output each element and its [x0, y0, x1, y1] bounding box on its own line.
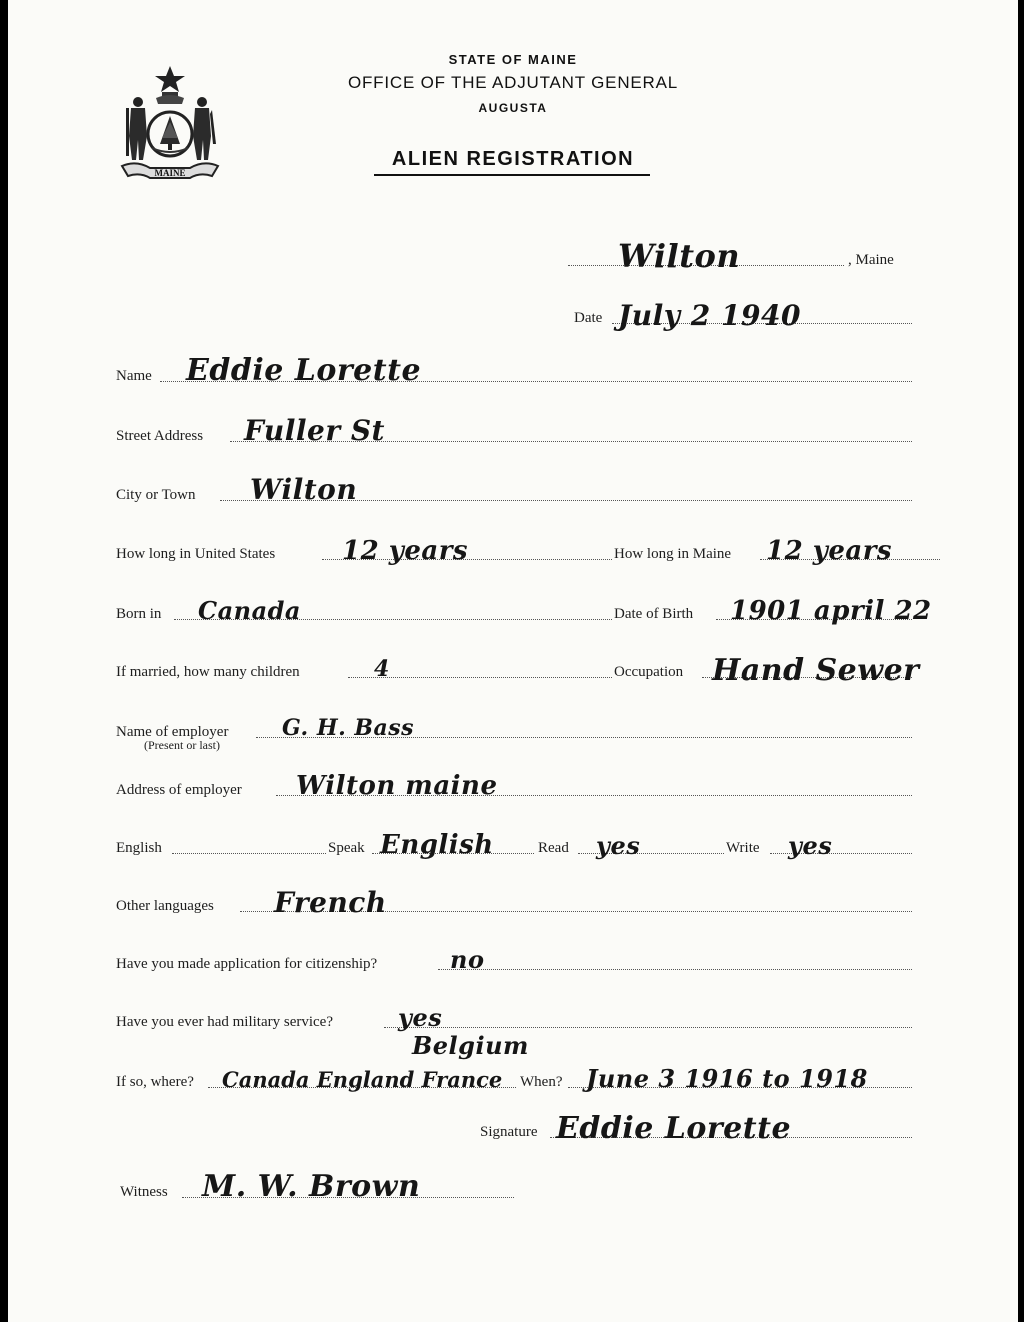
city-label: City or Town	[116, 487, 196, 503]
header-state: STATE OF MAINE	[448, 52, 578, 67]
employer-row	[116, 715, 914, 752]
maine-label: How long in Maine	[614, 546, 732, 562]
where-value[interactable]: Canada England France	[222, 1067, 503, 1092]
children-value[interactable]: 4	[374, 656, 390, 682]
employer-value[interactable]: G. H. Bass	[282, 715, 415, 741]
citizenship-value[interactable]: no	[450, 945, 485, 974]
street-label: Street Address	[116, 428, 204, 444]
header-city: AUGUSTA	[478, 101, 548, 115]
employer-address-value[interactable]: Wilton maine	[296, 771, 498, 801]
us-value[interactable]: 12 years	[342, 536, 469, 566]
residence-row	[116, 536, 942, 566]
us-label: How long in United States	[116, 546, 276, 562]
name-value[interactable]: Eddie Lorette	[186, 353, 422, 388]
date-label: Date	[574, 310, 603, 326]
other-languages-value[interactable]: French	[274, 886, 387, 919]
read-label: Read	[538, 840, 569, 856]
when-label: When?	[520, 1074, 563, 1090]
employer-label: Name of employer	[116, 724, 229, 740]
other-languages-row	[116, 886, 914, 919]
name-label: Name	[116, 368, 152, 384]
employer-address-row	[116, 771, 914, 801]
family-row	[116, 653, 954, 688]
occupation-value[interactable]: Hand Sewer	[712, 653, 920, 688]
other-languages-label: Other languages	[116, 898, 214, 914]
dob-value[interactable]: 1901 april 22	[730, 596, 932, 626]
born-label: Born in	[116, 606, 162, 622]
town-suffix: , Maine	[848, 252, 894, 268]
registration-form	[8, 0, 1018, 1322]
city-row	[116, 473, 914, 506]
citizenship-label: Have you made application for citizenship?	[116, 956, 378, 972]
dob-label: Date of Birth	[614, 606, 694, 622]
english-row	[116, 830, 914, 860]
read-value[interactable]: yes	[596, 831, 641, 860]
town-value[interactable]: Wilton	[618, 237, 741, 275]
employer-address-label: Address of employer	[116, 782, 242, 798]
form-title: ALIEN REGISTRATION	[391, 148, 635, 170]
military-row	[116, 1003, 914, 1032]
occupation-label: Occupation	[614, 664, 684, 680]
form-title-underline	[374, 174, 650, 176]
employer-sub-label: (Present or last)	[144, 738, 220, 752]
witness-label: Witness	[120, 1184, 168, 1200]
speak-label: Speak	[328, 840, 365, 856]
when-value[interactable]: June 3 1916 to 1918	[586, 1064, 868, 1093]
english-label: English	[116, 840, 162, 856]
where-when-row	[116, 1064, 914, 1093]
witness-value[interactable]: M. W. Brown	[202, 1169, 421, 1204]
street-row	[116, 414, 914, 447]
born-value[interactable]: Canada	[198, 596, 301, 625]
street-value[interactable]: Fuller St	[244, 414, 385, 447]
header-office: OFFICE OF THE ADJUTANT GENERAL	[347, 73, 679, 92]
city-value[interactable]: Wilton	[250, 473, 358, 506]
date-value[interactable]: July 2 1940	[618, 299, 801, 332]
name-row	[116, 353, 914, 388]
where-extra-value[interactable]: Belgium	[412, 1031, 529, 1060]
birth-row	[116, 596, 932, 626]
maine-value[interactable]: 12 years	[766, 536, 893, 566]
witness-row	[120, 1169, 520, 1204]
date-row	[574, 299, 914, 332]
children-label: If married, how many children	[116, 664, 300, 680]
seal-motto: MAINE	[154, 168, 186, 178]
write-label: Write	[726, 840, 760, 856]
speak-value[interactable]: English	[380, 830, 494, 860]
write-value[interactable]: yes	[788, 831, 833, 860]
signature-value[interactable]: Eddie Lorette	[556, 1111, 792, 1146]
signature-label: Signature	[480, 1124, 538, 1140]
military-value[interactable]: yes	[398, 1003, 443, 1032]
town-row	[568, 237, 913, 275]
citizenship-row	[116, 945, 914, 974]
signature-row	[480, 1111, 914, 1146]
military-label: Have you ever had military service?	[116, 1014, 333, 1030]
where-label: If so, where?	[116, 1074, 194, 1090]
